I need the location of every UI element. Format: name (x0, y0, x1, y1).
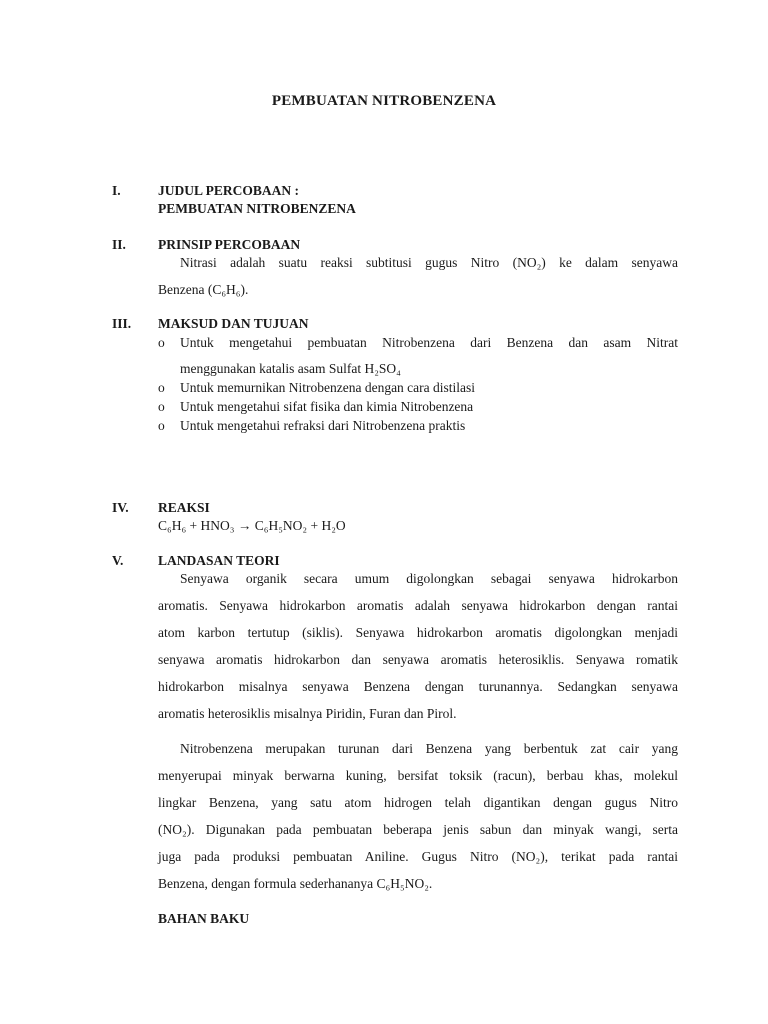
section-heading: LANDASAN TEORI (158, 553, 280, 568)
paragraph-line: aromatis. Senyawa hidrokarbon aromatis adalah senyawa hidrokarbon dengan rantai (158, 598, 678, 613)
section-heading: REAKSI (158, 500, 210, 515)
subheading-bahan-baku: BAHAN BAKU (158, 911, 250, 926)
section-number: I. (112, 183, 121, 198)
bullet-text: Untuk mengetahui refraksi dari Nitrobenzena praktis (180, 418, 466, 433)
document-title: PEMBUATAN NITROBENZENA (271, 93, 497, 109)
paragraph-line: aromatis heterosiklis misalnya Piridin, Furan dan Pirol. (158, 706, 457, 721)
section-heading: PRINSIP PERCOBAAN (158, 237, 301, 252)
section-number: V. (112, 553, 124, 568)
paragraph-line: hidrokarbon misalnya senyawa Benzena dengan turunannya. Sedangkan senyawa (158, 679, 678, 694)
paragraph-line: menyerupai minyak berwarna kuning, bersifat toksik (racun), berbau khas, molekul (158, 768, 678, 783)
paragraph-line: Nitrasi adalah suatu reaksi subtitusi gugus Nitro (NO₂) ke dalam senyawa (180, 255, 678, 270)
paragraph-line: Nitrobenzena merupakan turunan dari Benzena yang berbentuk zat cair yang (180, 741, 678, 756)
paragraph-line: lingkar Benzena, yang satu atom hidrogen telah digantikan dengan gugus Nitro (158, 795, 678, 810)
paragraph-line: (NO₂). Digunakan pada pembuatan beberapa jenis sabun dan minyak wangi, serta (158, 822, 678, 837)
section-subheading: PEMBUATAN NITROBENZENA (158, 201, 356, 216)
paragraph-line: senyawa aromatis hidrokarbon dan senyawa aromatis heterosiklis. Senyawa romatik (158, 652, 678, 667)
bullet-text: menggunakan katalis asam Sulfat H₂SO₄ (180, 361, 401, 376)
bullet-marker: o (158, 418, 165, 433)
bullet-marker: o (158, 399, 165, 414)
paragraph-line: Senyawa organik secara umum digolongkan sebagai senyawa hidrokarbon (180, 571, 678, 586)
section-number: III. (112, 316, 132, 331)
section-heading: JUDUL PERCOBAAN : (158, 183, 300, 198)
bullet-text: Untuk mengetahui sifat fisika dan kimia Nitrobenzena (180, 399, 474, 414)
bullet-text: Untuk mengetahui pembuatan Nitrobenzena dari Benzena dan asam Nitrat (180, 335, 678, 350)
bullet-marker: o (158, 380, 165, 395)
paragraph-line: Benzena, dengan formula sederhananya C₆H₅NO₂. (158, 876, 433, 891)
reaction-equation: C₆H₆ + HNO₃ → C₆H₅NO₂ + H₂O (158, 518, 346, 533)
paragraph-line: atom karbon tertutup (siklis). Senyawa hidrokarbon aromatis digolongkan menjadi (158, 625, 678, 640)
section-heading: MAKSUD DAN TUJUAN (158, 316, 309, 331)
bullet-text: Untuk memurnikan Nitrobenzena dengan cara distilasi (180, 380, 476, 395)
section-number: IV. (112, 500, 129, 515)
paragraph-line: juga pada produksi pembuatan Aniline. Gugus Nitro (NO₂), terikat pada rantai (158, 849, 678, 864)
bullet-marker: o (158, 335, 165, 350)
paragraph-line: Benzena (C₆H₆). (158, 282, 249, 297)
section-number: II. (112, 237, 126, 252)
